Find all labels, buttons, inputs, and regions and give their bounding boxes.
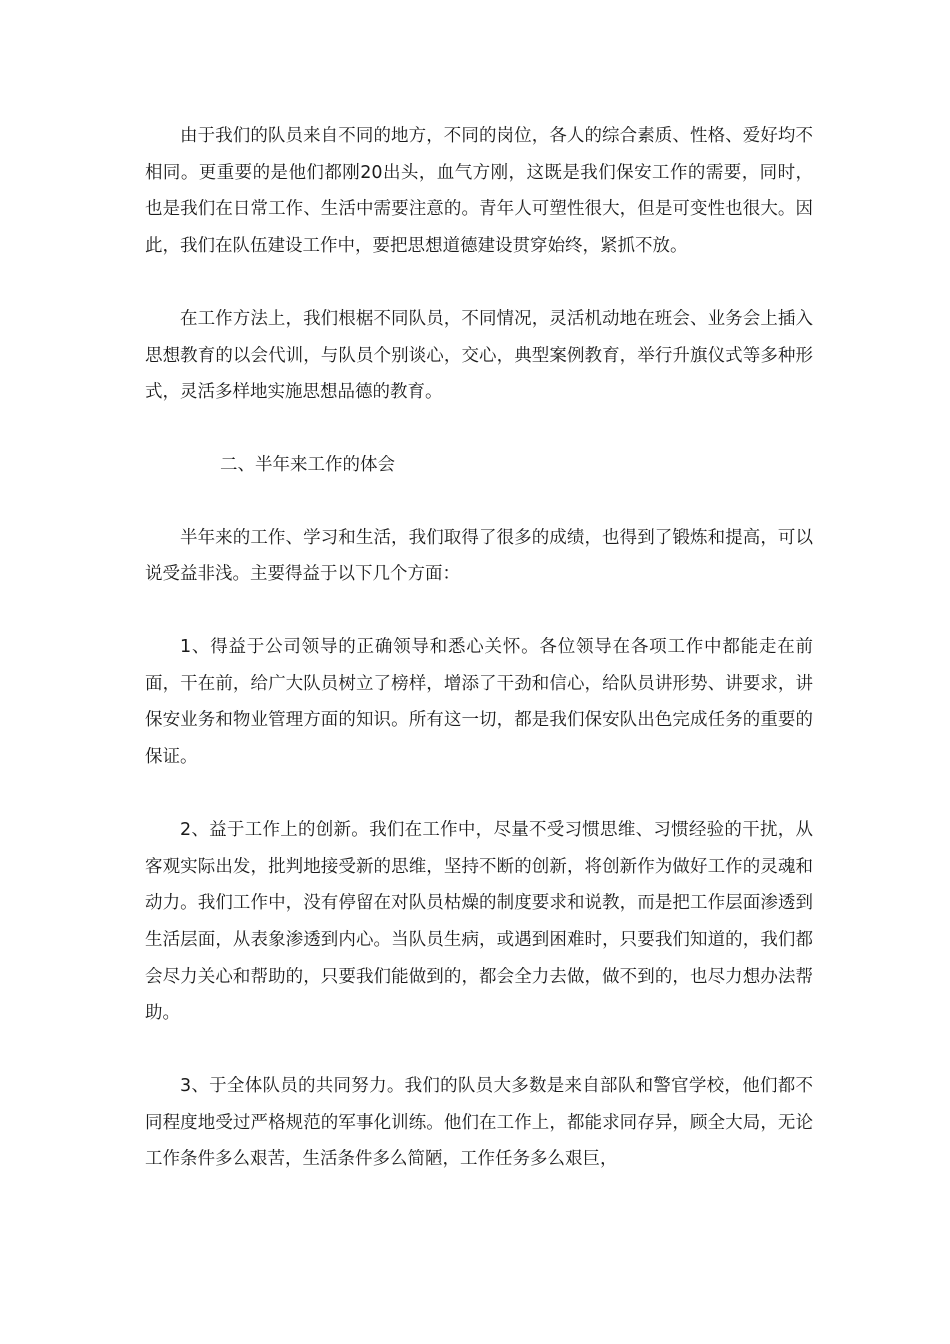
section-heading: 二、半年来工作的体会 [220, 454, 395, 475]
paragraph-half-year-summary: 半年来的工作、学习和生活，我们取得了很多的成绩，也得到了锻炼和提高，可以说受益非浅。主要得益于以下几个方面： [145, 527, 813, 585]
paragraph-point-2: 2、益于工作上的创新。我们在工作中，尽量不受习惯思维、习惯经验的干扰，从客观实际出发，批判地接受新的思维，坚持不断的创新，将创新作为做好工作的灵魂和动力。我们工作中，没有停留在对队员枯燥的制度要求和说教，而是把工作层面渗透到生活层面，从表象渗透到内心。当队员生病，或遇到困难时，只要我们知道的，我们都会尽力关心和帮助的，只要我们能做到的，都会全力去做，做不到的，也尽力想办法帮助。 [145, 819, 813, 1024]
paragraph-point-3: 3、于全体队员的共同努力。我们的队员大多数是来自部队和警官学校，他们都不同程度地受过严格规范的军事化训练。他们在工作上，都能求同存异，顾全大局，无论工作条件多么艰苦，生活条件多么简陋，工作任务多么艰巨， [145, 1076, 813, 1170]
paragraph-team-background: 由于我们的队员来自不同的地方，不同的岗位，各人的综合素质、性格、爱好均不相同。更重要的是他们都刚20出头，血气方刚，这既是我们保安工作的需要，同时，也是我们在日常工作、生活中需要注意的。青年人可塑性很大，但是可变性也很大。因此，我们在队伍建设工作中，要把思想道德建设贯穿始终，紧抓不放。 [145, 126, 813, 257]
paragraph-work-methods: 在工作方法上，我们根椐不同队员，不同情况，灵活机动地在班会、业务会上插入思想教育的以会代训，与队员个别谈心，交心，典型案例教育，举行升旗仪式等多种形式，灵活多样地实施思想品德的教育。 [145, 308, 813, 403]
document-body [145, 118, 813, 1178]
paragraph-point-1: 1、得益于公司领导的正确领导和悉心关怀。各位领导在各项工作中都能走在前面，干在前，给广大队员树立了榜样，增添了干劲和信心，给队员讲形势、讲要求，讲保安业务和物业管理方面的知识。所有这一切，都是我们保安队出色完成任务的重要的保证。 [145, 637, 813, 768]
